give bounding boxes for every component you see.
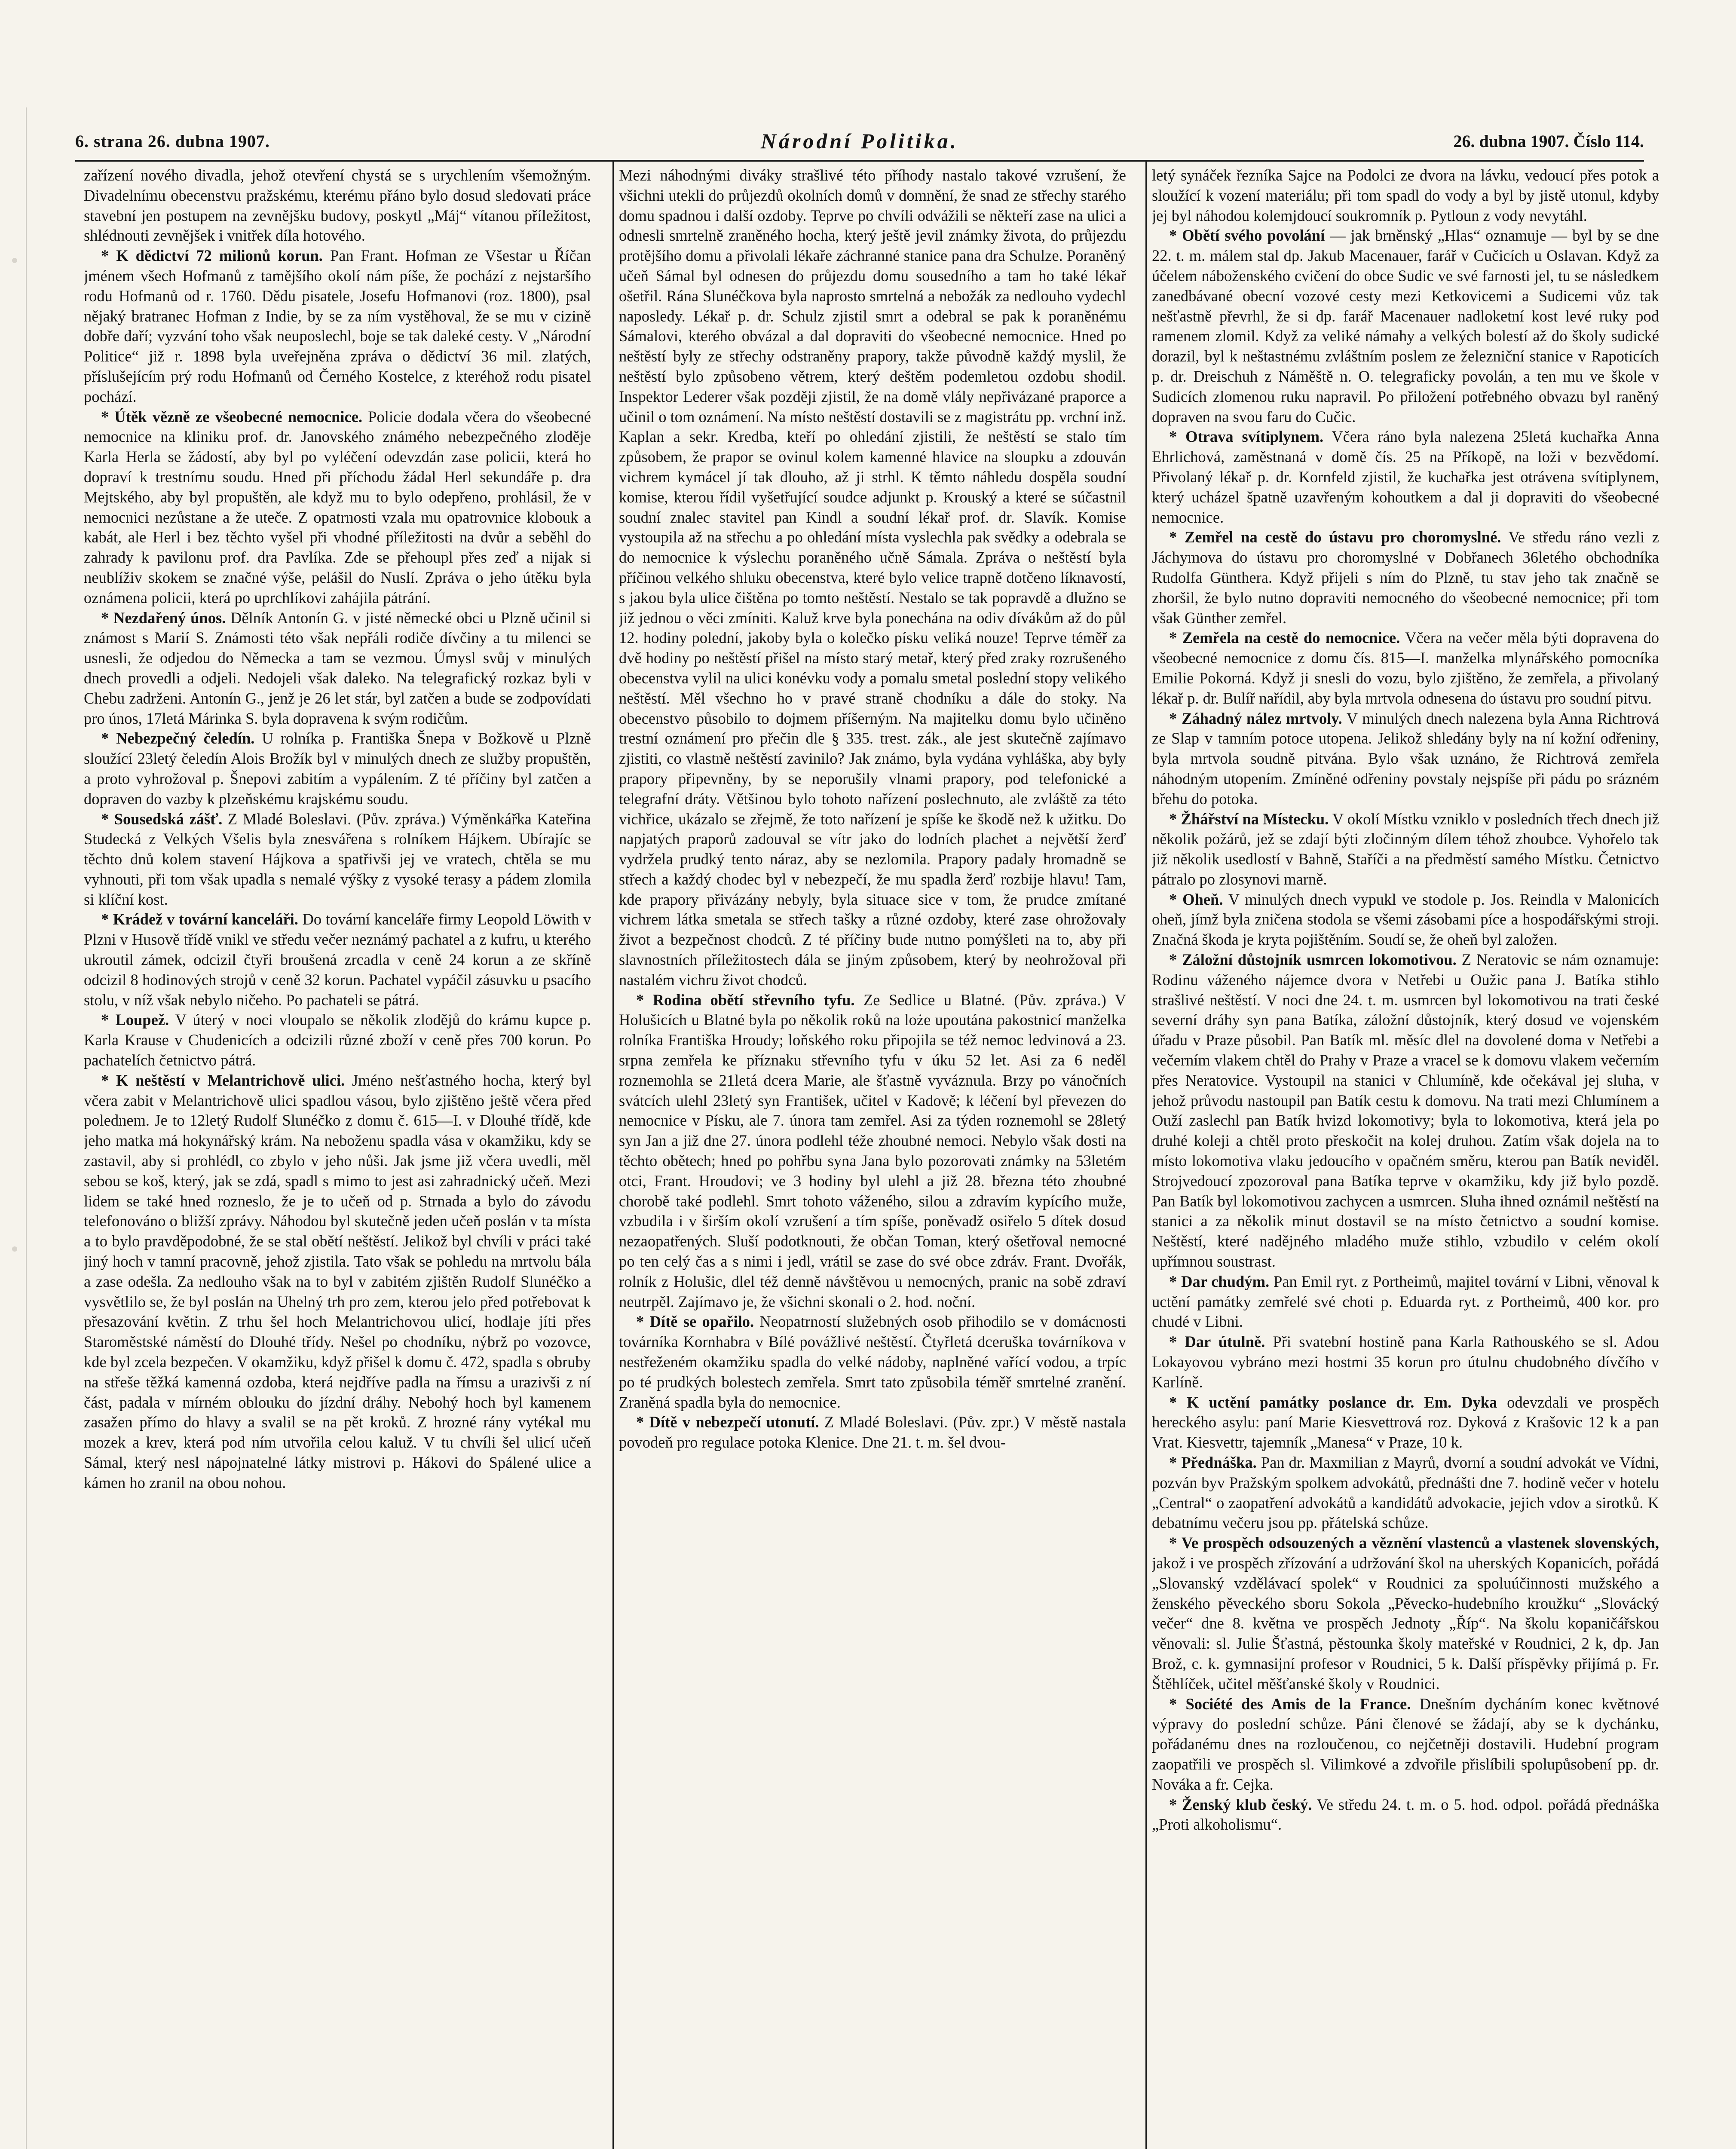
article-text: Při svatební hostině pana Karla Rathouského se sl. Adou Lokayovou vybráno mezi hostmi 35 korun pro útulnu chudobného dívčího v Karlíně. [1152,1333,1659,1391]
article-paragraph [1152,1533,1659,1694]
article-paragraph [84,1071,591,1493]
article-paragraph [1152,1453,1659,1533]
page-header [75,131,1644,157]
article-headline: * Záložní důstojník usmrcen lokomotivou. [1169,951,1457,969]
article-headline: * Obětí svého povolání [1169,227,1325,245]
binding-hole [12,258,17,263]
column-3 [1152,165,1659,2149]
article-headline: * Nebezpečný čeledín. [101,729,255,747]
article-paragraph [84,246,591,407]
issue-date-number: 26. dubna 1907. Číslo 114. [1453,132,1644,151]
article-text: U rolníka p. Františka Šnepa v Božkově u Plzně sloužící 23letý čeledín Alois Brožík byl v minulých dnech ze služby propuštěn, a proto vyhrožoval p. Šnepovi zabitím a vypálením. Z té příčiny byl zatčen a dopraven do vazby k plzeňskému krajskému soudu. [84,729,591,808]
article-paragraph [619,165,1126,990]
article-paragraph [84,729,591,809]
article-text: Do tovární kanceláře firmy Leopold Löwith v Plzni v Husově třídě vnikl ve středu večer neznámý pachatel a z kufru, u kterého ukroutil zámek, odcizil čtyři broušená zrcadla v ceně 24 korun a ze skříně odcizil 8 hodinových strojů v ceně 32 korun. Pachatel vypáčil zásuvku u psacího stolu, v níž však nebylo ničeho. Po pachateli se pátrá. [84,910,591,1009]
article-headline: * Zemřel na cestě do ústavu pro choromyslné. [1169,528,1501,546]
article-paragraph [1152,809,1659,890]
column-separator [612,162,614,2149]
article-headline: * Loupež. [101,1011,169,1029]
article-headline: * Záhadný nález mrtvoly. [1169,709,1342,727]
article-headline: * Sousedská zášť. [101,810,223,828]
article-text: letý synáček řezníka Sajce na Podolci ze dvora na lávku, vedoucí přes potok a sloužící k vození materiálu; při tom spadl do vody a byl by jistě utonul, kdyby jej byl náhodou kolemjdoucí soukromník p. Pytloun z vody nevytáhl. [1152,166,1659,224]
article-headline: * Krádež v tovární kanceláři. [101,910,298,928]
header-rule [75,160,1644,162]
article-text: — jak brněnský „Hlas“ oznamuje — byl by se dne 22. t. m. málem stal dp. Jakub Macenauer, farář v Cučicích u Oslavan. Když za účelem náboženského cvičení do obce Sudic ve své farnosti jel, tu se následkem zanedbávané obecní vozové cesty mezi Ketkovicemi a Sudicemi vůz tak nešťastně převrhl, že si dp. farář Macenauer nadloketní kost levé ruky pod ramenem zlomil. Když za veliké námahy a velkých bolestí až do školy sudické dorazil, byl k neštastnému zvláštním poslem ze železniční stanice v Rapoticích p. dr. Dreischuh z Náměště n. O. telegraficky povolán, a ten mu ve škole v Sudicích zlomenou ruku napravil. Po přiložení potřebného obvazu byl raněný dopraven na svou faru do Cučic. [1152,227,1659,426]
article-paragraph [1152,1694,1659,1795]
article-headline: * Nezdařený únos. [101,609,226,627]
article-headline: * Přednáška. [1169,1454,1257,1471]
article-headline: * Útěk vězně ze všeobecné nemocnice. [101,407,363,426]
article-text: Pan dr. Maxmilian z Mayrů, dvorní a soudní advokát ve Vídni, pozván byv Pražským spolkem advokátů, přednášti dne 7. hodině večer v hotelu „Central“ o zaopatření advokátů a kandidátů advokacie, jejich vdov a sirotků. K debatnímu večeru jsou pp. přátelská schůze. [1152,1454,1659,1532]
article-paragraph [1152,709,1659,809]
article-headline: * Zemřela na cestě do nemocnice. [1169,629,1400,647]
article-text: V úterý v noci vloupalo se několik zlodějů do krámu kupce p. Karla Krause v Chudenicích a odcizili různé zboží v ceně přes 700 korun. Po pachatelích četnictvo pátrá. [84,1011,591,1069]
article-paragraph [1152,1795,1659,1835]
article-headline: * Ve prospěch odsouzených a věznění vlastenců a vlastenek slovenských, [1169,1534,1659,1552]
article-paragraph [1152,890,1659,950]
article-paragraph [84,809,591,910]
article-headline: * Žhářství na Místecku. [1169,810,1329,828]
article-paragraph [619,1312,1126,1412]
article-text: Ze Sedlice u Blatné. (Pův. zpráva.) V Holušicích u Blatné byla po několik roků na loże upoutána pakostnicí manželka rolníka Františka Hroudy; loňského roku připojila se též nemoc ledvinová a 23. srpna zemřela ke příznaku střevního tyfu v úku 52 let. Asi za 6 neděl roznemohla se 21letá dcera Marie, ale šťastně vyváznula. Brzy po vánočních svátcích ulehl 23letý syn František, učitel v Kadově; k léčení byl převezen do nemocnice v Písku, ale 7. února tam zemřel. Asi za týden roznemohl se 28letý syn Jan a již dne 27. února podlehl téže zhoubné nemoci. Nebylo však dosti na těchto obětech; hned po pohřbu syna Jana bylo pozorovati známky na 53letém otci, Frant. Hroudovi; ve 3 hodiny byl ulehl a již 28. března této zhoubné chorobě také podlehl. Smrt tohoto váženého, silou a zdravím kypícího muže, vzbudila i v širším okolí vzrušení a tím spíše, poněvadž osiřelo 5 dítek dosud nezaopatřených. Sluší podotknouti, že občan Toman, který ošetřoval nemocné po ten celý čas a s nimi i jedl, vrátil se zase do své obce zdráv. Frant. Dvořák, rolník z Holušic, dlel též denně návštěvou u nemocných, pranic na sobě zdraví neutrpěl. Zajímavo je, že všichni skonali o 2. hod. noční. [619,991,1126,1310]
column-2 [619,165,1126,2149]
article-paragraph [1152,1272,1659,1332]
article-headline: * K dědictví 72 milionů korun. [101,247,323,265]
article-text: Včera na večer měla býti dopravena do všeobecné nemocnice z domu čís. 815—I. manželka mlynářského pomocníka Emilie Pokorná. Když ji snesli do vozu, bylo zjištěno, že zemřela, a přivolaný lékař p. dr. Bulíř nařídil, aby byla mrtvola odnesena do ústavu pro soudní pitvu. [1152,629,1659,707]
article-paragraph [84,608,591,729]
article-paragraph [1152,1332,1659,1392]
article-paragraph [1152,950,1659,1272]
article-paragraph [1152,628,1659,708]
article-text: Z Neratovic se nám oznamuje: Rodinu váženého nájemce dvora v Netřebi u Oužic pana J. Batíka stihlo strašlivé neštěstí. V noci dne 24. t. m. usmrcen byl lokomotivou na trati české severní dráhy syn pana Batíka, záložní důstojník, který dosud ve vojenském úřadu v Praze působil. Pan Batík ml. měsíc dlel na dovolené doma v Netřebi a večerním vlakem chtěl do Prahy v Praze a vracel se k domovu vlakem večerním přes Neratovice. Vystoupil na stanici v Chlumíně, kde očekával jej sluha, v jehož průvodu nastoupil pan Batík cestu k domovu. Na trati mezi Chlumínem a Ouží zaslechl pan Batík hvizd lokomotivy; byla to lokomotiva, která jela po druhé koleji a chtěl proto přeskočit na kolej druhou. Zatím však dojela na to místo lokomotiva vlaku jedoucího v opačném směru, kterou pan Batík neviděl. Strojvedoucí zpozoroval pana Batíka teprve v okamžiku, kdy již bylo pozdě. Pan Batík byl lokomotivou zachycen a usmrcen. Sluha ihned oznámil neštěstí na stanici a za několik minut dostavil se na místo četnictvo a soudní komise. Neštěstí, které nadějného mladého muže stihlo, vzbudilo v celém okolí upřímnou soustrast. [1152,951,1659,1270]
article-headline: * Dar chudým. [1169,1272,1270,1290]
article-text: V minulých dnech nalezena byla Anna Richtrová ze Slap v tamním potoce utopena. Jelikož shledány byly na ní kožní odřeniny, byla mrtvola soudně pitvána. Bylo však uznáno, že Richtrová zemřela náhodným utopením. Zmíněné odřeniny povstaly nejspíše při pádu po srázném břehu do potoka. [1152,709,1659,808]
article-text: Ve středu 24. t. m. o 5. hod. odpol. pořádá přednáška „Proti alkoholismu“. [1152,1795,1659,1834]
article-paragraph [1152,165,1659,226]
page-number-date: 6. strana 26. dubna 1907. [75,132,270,151]
article-paragraph [1152,226,1659,427]
article-headline: * Oheň. [1169,890,1223,908]
article-text: Dělník Antonín G. v jisté německé obci u Plzně učinil si známost s Marií S. Známosti této však nepřáli rodiče dívčiny a tu milenci se usnesli, že odjedou do Německa a tam se vezmou. Úmysl svůj v minulých dnech provedli a odjeli. Nedojeli však daleko. Na telegrafický rozkaz byli v Chebu zadrženi. Antonín G., jenž je 26 let stár, byl zatčen a bude se zodpovídati pro únos, 17letá Márinka S. byla dopravena k svým rodičům. [84,609,591,727]
masthead-title: Národní Politika. [760,129,959,153]
article-text: Pan Frant. Hofman ze Všestar u Říčan jménem všech Hofmanů z tamějšího okolí nám píše, že pochází z nejstaršího rodu Hofmanů od r. 1760. Dědu pisatele, Josefu Hofmanovi (roz. 1800), psal nějaký bratranec Hofman z Indie, by se za ním vystěhoval, že se mu v cizině dobře daří; vyzvání toho však neuposlechl, boje se tak daleké cesty. V „Národní Politice“ již r. 1898 byla uveřejněna zpráva o dědictví 36 mil. zlatých, příslušejícím prý rodu Hofmanů od Černého Kostelce, z kteréhož rodu pisatel pochází. [84,247,591,405]
article-headline: * Rodina obětí střevního tyfu. [636,991,855,1009]
article-paragraph [84,1010,591,1070]
article-text: V okolí Místku vzniklo v posledních třech dnech již několik požárů, jež se zdají býti zločinným dílem téhož zhoubce. Vyhořelo tak již několik usedlostí v Bahně, Staříči a na předměstí samého Místku. Četnictvo pátralo po zlosynovi marně. [1152,810,1659,888]
article-text: Z Mladé Boleslavi. (Pův. zpráva.) Výměnkářka Kateřina Studecká z Velkých Všelis byla znesvářena s rolníkem Hájkem. Ubírajíc se těchto dnů kolem stavení Hájkova a spatřivši jej ve vratech, chtěla se mu vyhnouti, při tom však upadla s nemalé výšky z vysoké terasy a pádem zlomila si klíční kost. [84,810,591,908]
article-paragraph [84,407,591,608]
article-text: Z Mladé Boleslavi. (Pův. zpr.) V městě nastala povodeň pro regulace potoka Klenice. Dne 21. t. m. šel dvou- [619,1413,1126,1451]
article-headline: * Société des Amis de la France. [1169,1695,1411,1713]
article-text: zařízení nového divadla, jehož otevření chystá se s urychlením všemožným. Divadelnímu obecenstvu pražskému, kterému přáno bylo dosud sledovati práce stavební jen postupem na zevnějšku budovy, poskytl „Máj“ vítanou příležitost, shlédnouti zevnějšek i vnitřek díla hotového. [84,166,591,245]
article-paragraph [1152,427,1659,527]
article-text: Policie dodala včera do všeobecné nemocnice na kliniku prof. dr. Janovského známého nebezpečného zloděje Karla Herla se žádostí, aby byl po vyléčení odevzdán zase policii, která ho dopraví k trestnímu soudu. Hned při příchodu žádal Herl sekundáře p. dra Mejtského, aby byl propuštěn, ale když mu to bylo odepřeno, prohlásil, že v nemocnici nezůstane a že uteče. Z opatrnosti vzala mu opatrovnice klobouk a kabát, ale Herl i bez těchto vyšel při vhodné příležitosti na dvůr a seběhl do zahrady k pavilonu prof. dra Pavlíka. Zde se přehoupl přes zeď a nijak si neublíživ skokem se značné výše, pelášil do Nuslí. Zpráva o jeho útěku byla oznámena policii, která po uprchlíkovi zahájila pátrání. [84,407,591,606]
article-paragraph [1152,1393,1659,1453]
article-text: odevzdali ve prospěch hereckého asylu: paní Marie Kiesvettrová roz. Dyková z Krašovic 12 k a pan Vrat. Kiesvettr, tajemník „Manesa“ v Praze, 10 k. [1152,1393,1659,1451]
article-text: Včera ráno byla nalezena 25letá kuchařka Anna Ehrlichová, zaměstnaná v domě čís. 25 na Příkopě, na loži v bezvědomí. Přivolaný lékař p. dr. Kornfeld zjistil, že kuchařka jest otrávena svítiplynem, který ucházel špatně uzavřeným kohoutkem a dal ji dopraviti do všeobecné nemocnice. [1152,428,1659,526]
article-headline: * Dítě v nebezpečí utonutí. [636,1413,819,1431]
column-separator [1145,162,1147,2149]
column-1 [84,165,591,2149]
article-headline: * Ženský klub český. [1169,1795,1312,1813]
article-paragraph [84,909,591,1010]
article-text: Dnešním dycháním konec květnové výpravy do poslední schůze. Páni členové se žádají, aby se k dychánku, pořádanému dnes na rozloučenou, co nejčetněji dostavili. Hudební program zaopatřili ve prospěch sl. Vilimkové a zdvořile přislíbili spolupůsobení pp. dr. Nováka a fr. Cejka. [1152,1695,1659,1793]
article-text: Ve středu ráno vezli z Jáchymova do ústavu pro choromyslné v Dobřanech 36letého obchodníka Rudolfa Günthera. Když přijeli s ním do Plzně, tu stav jeho tak značně se zhoršil, že bylo nutno dopraviti nemocného do všeobecné nemocnice; při tom však Günther zemřel. [1152,528,1659,627]
article-paragraph [619,1412,1126,1453]
article-text: Neopatrností služebných osob přihodilo se v domácnosti továrníka Kornhabra v Bílé povážlivé neštěstí. Čtyřletá dceruška továrníkova v nestřeženém okamžiku spadla do velké nádoby, naplněné vařící vodou, a trpíc po té prudkých bolestech zemřela. Smrt tato způsobila téměř smrtelné zranění. Zraněná spadla byla do nemocnice. [619,1313,1126,1411]
article-headline: * K uctění památky poslance dr. Em. Dyka [1169,1393,1497,1411]
article-headline: * K neštěstí v Melantrichově ulici. [101,1071,345,1089]
binding-hole [12,1246,17,1252]
article-paragraph [1152,527,1659,628]
article-text: Jméno nešťastného hocha, který byl včera zabit v Melantrichově ulici spadlou vásou, bylo zjištěno ještě včera před polednem. Je to 12letý Rudolf Slunéčko z domu č. 615—I. v Dlouhé třídě, kde jeho matka má hokynářský krám. Na neboženu spadla vása v okamžiku, kdy se zastavil, aby si prohlédl, co zbylo v jeho nůši. Jak jsme již včera uvedli, měl sebou se koš, který, jak se zdá, spadl s mimo to jest asi zahradnický učeň. Mezi lidem se také hned rozneslo, že je to učeň od p. Strnada a bylo do závodu telefonováno o bližší zprávy. Náhodou byl skutečně jeden učeň poslán v ta místa a to bylo pravděpodobné, že se stal obětí neštěstí. Jelikož byl chvíli v práci také jiný hoch v tamní pracovně, jehož zjistila. Tato však se pohledu na mrtvolu bála a zase odešla. Za nedlouho však na to byl v zabitém zjištěn Rudolf Slunéčko a vysvětlilo se, že byl poslán na Uhelný trh pro zem, kterou jelo před potřebovat k přesazování květin. Z trhu šel hoch Melantrichovou ulicí, hodlaje jíti přes Staroměstské náměstí do Dlouhé třídy. Nešel po chodníku, nýbrž po vozovce, kde byl zcela bezpečen. V okamžiku, když přišel k domu č. 472, spadla s obruby na střeše těžká kamenná ozdoba, která nejdříve padla na římsu a urazivši z ní část, padala v mírném oblouku do jízdní dráhy. Nebohý hoch byl kamenem zasažen přímo do hlavy a svalil se na pět kroků. Z hrozné rány vytékal mu mozek a krev, která pod ním utvořila celou kaluž. V tu chvíli šel ulicí učeň Sámal, který nesl nápojnatelné látky mistrovi p. Hákovi do Spálené ulice a kámen ho zranil na obou nohou. [84,1071,591,1491]
article-headline: * Dar útulně. [1169,1333,1265,1351]
article-text: jakož i ve prospěch zřízování a udržování škol na uherských Kopanicích, pořádá „Slovanský vzdělávací spolek“ v Roudnici za spoluúčinnosti mužského a ženského pěveckého sboru Sokola „Pěvecko-hudebního kroužku“ „Slovácký večer“ dne 8. května ve prospěch Jednoty „Říp“. Na školu kopaničářskou věnovali: sl. Julie Šťastná, pěstounka školy mateřské v Roudnici, 2 k, dp. Jan Brož, c. k. gymnasijní profesor v Roudnici, 5 k. Další příspěvky přijímá p. Fr. Štěhlíček, učitel měšťanské školy v Roudnici. [1152,1554,1659,1693]
article-text: Pan Emil ryt. z Portheimů, majitel tovární v Libni, věnoval k uctění památky zemřelé své choti p. Eduarda ryt. z Portheimů, 400 kor. pro chudé v Libni. [1152,1272,1659,1331]
article-paragraph [619,990,1126,1312]
article-headline: * Otrava svítiplynem. [1169,428,1324,446]
article-text: Mezi náhodnými diváky strašlivé této příhody nastalo takové vzrušení, že všichni utekli do průjezdů okolních domů v domnění, že snad ze střechy starého domu spadnou i další ozdoby. Teprve po chvíli odvážili se někteří zase na ulici a odnesli smrtelně zraněného hocha, který ještě jevil známky života, do průjezdu protějšího domu a přivolali lékaře záchranné stanice pana dra Schulze. Poraněný učeň Sámal byl odnesen do průjezdu domu sousedního a tam ho také lékař ošetřil. Rána Slunéčkova byla naprosto smrtelná a nebožák za nedlouho vydechl naposledy. Lékař p. dr. Schulz zjistil smrt a odebral se pak k poraněnému Sámalovi, kterého obvázal a dal dopraviti do všeobecné nemocnice. Hned po neštěstí byly ze střechy odstraněny prapory, takže původně každý myslil, že neštěstí bylo způsobeno větrem, který deštěm podemletou ozdobu shodil. Inspektor Lederer však později zjistil, že na domě vlály nepřivázané praporce a učinil o tom oznámení. Na místo neštěstí dostavili se z magistrátu pp. vrchní inž. Kaplan a sekr. Kredba, kteří po ohledání zjistili, že neštěstí se stalo tím způsobem, že prapor se ovinul kolem kamenné hlavice na sloupku a zdouván vichrem kymácel jí tak dlouho, až ji strhl. K těmto náhledu dospěla soudní komise, kterou řídil vyšetřující soudce adjunkt p. Krouský a které se súčastnil soudní znalec stavitel pan Kindl a soudní lékař prof. dr. Slavík. Komise vystoupila až na střechu a po ohledání místa vyslechla pak svědky a odebrala se do nemocnice k výslechu poraněného učně Sámala. Zpráva o neštěstí byla příčinou velkého shluku obecenstva, které bylo velice trapně dotčeno líknavostí, s jakou byla ulice čištěna po tomto neštěstí. Nestalo se tak popravdě a dlužno se již jednou o věci zmíniti. Kaluž krve byla ponechána na odiv dívákům až do půl 12. hodiny polední, jakoby byla o kolečko písku veliká nouze! Teprve téměř za dvě hodiny po neštěstí přišel na místo starý metař, který před zraky rozrušeného obecenstva vylil na ulici konévku vody a pomalu smetal poslední stopy velikého neštěstí. Měl všechno ho v pravé straně chodníku a dále do stoky. Na obecenstvo působilo to dojmem příšerným. Na majitelku domu bylo učiněno trestní oznámení pro přečin dle § 335. trest. zák., ale jest skutečně zajímavo zjistiti, co vlastně neštěstí zavinilo? Jak známo, byla vydána vyhláška, aby byly prapory připevněny, by se neporušily vlnami prapory, pod telefonické a telegrafní dráty. Většinou bylo tohoto nařízení poslechnuto, ale zvláště za této vichřice, ukázalo se zřejmě, že toto nařízení je spíše ke škodě než k užitku. Do napjatých praporů zadouval se vítr jako do lodních plachet a největší žerď vydržela prudký tento náraz, aby se nezlomila. Prapory padaly hromadně se střech a každý chodec byl v nebezpečí, že mu spadla žerď rozbije hlavu! Tam, kde prapory přivázány nebyly, byla situace sice v tom, že prudce zmítané vichrem látka smetala se střech tašky a různé ozdoby, které zase ohrožovaly život a bezpečnost chodců. Z té příčiny bude nutno pomýšleti na to, aby při slavnostních příležitostech dála se jiným způsobem, který by neohrožoval při nastalém vichru život chodců. [619,166,1126,989]
article-paragraph [84,165,591,246]
article-headline: * Dítě se opařilo. [636,1313,754,1331]
article-text: V minulých dnech vypukl ve stodole p. Jos. Reindla v Malonicích oheň, jímž byla zničena stodola se všemi zásobami píce a hospodářskými stroji. Značná škoda je kryta pojištěním. Soudí se, že oheň byl založen. [1152,890,1659,949]
